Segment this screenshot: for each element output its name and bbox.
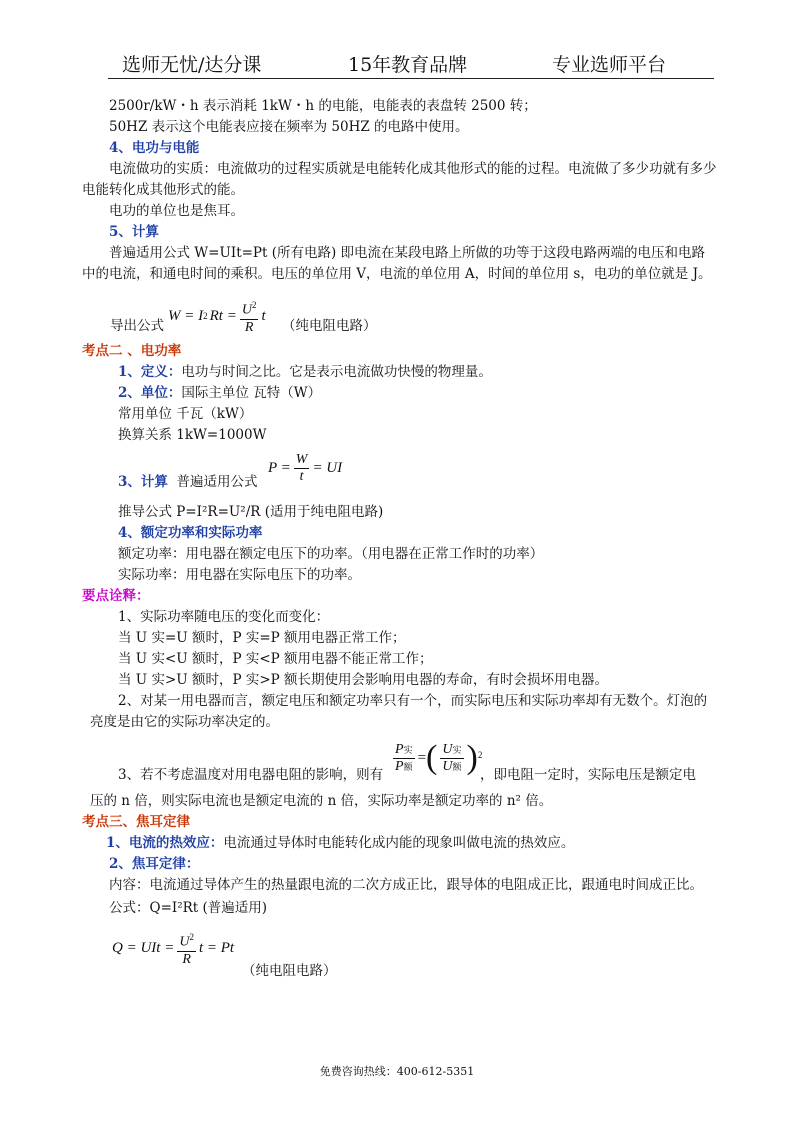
section-heading: 4、额定功率和实际功率 <box>118 525 263 541</box>
definition-line: 1、电流的热效应：电流通过导体时电能转化成内能的现象叫做电流的热效应。 <box>106 835 575 851</box>
text-line: 1、实际功率随电压的变化而变化： <box>118 609 330 625</box>
text-fragment: ，即电阻一定时，实际电压是额定电 <box>480 767 696 783</box>
header-platform: 专业选师平台 <box>552 54 667 76</box>
formula-label: 导出公式 <box>110 318 164 334</box>
power-ratio-formula: $\frac{\text{P实}}{\text{P额}}$ = ( $\frac{\text{U实}}{\text{U额}}$ ) 2 <box>395 739 483 776</box>
ratio-formula-line <box>82 733 718 791</box>
document-body <box>82 94 718 983</box>
formula-note: （纯电阻电路） <box>242 963 337 979</box>
definition-line: 1、定义：电功与时间之比。它是表示电流做功快慢的物理量。 <box>118 364 492 380</box>
paragraph: 普遍适用公式 W=UIt=Pt (所有电路) 即电流在某段电路上所做的功等于这段电路两端的电压和电路中的电流，和通电时间的乘积。电压的单位用 V，电流的单位用 A，时间的单位用 s，电功的单位就是 J。 <box>82 245 712 282</box>
text-line: 电功的单位也是焦耳。 <box>109 203 244 219</box>
power-formula: P = $\frac{W}{t}$ = UI <box>268 452 343 484</box>
key-points-heading: 要点诠释： <box>82 588 150 604</box>
text-line: 当 U 实>U 额时，P 实>P 额长期使用会影响用电器的寿命，有时会损坏用电器。 <box>118 672 609 688</box>
derived-formula-line <box>82 285 718 337</box>
page-header <box>108 48 714 79</box>
text-line: 当 U 实=U 额时，P 实=P 额用电器正常工作； <box>118 630 406 646</box>
formula-note: （纯电阻电路） <box>282 318 377 334</box>
section-heading: 2、焦耳定律： <box>109 856 200 872</box>
text-line: 2500r/kW・h 表示消耗 1kW・h 的电能，电能表的表盘转 2500 转； <box>109 98 537 114</box>
unit-line: 2、单位：国际主单位 瓦特（W） <box>118 385 322 401</box>
paragraph: 内容：电流通过导体产生的热量跟电流的二次方成正比，跟导体的电阻成正比，跟通电时间成正比。 <box>109 877 703 893</box>
joule-formula: Q = UIt = $\frac{U^2}{R}$ t = Pt <box>112 929 234 968</box>
header-brand: 选师无忧/达分课 <box>122 54 262 76</box>
formula-label: 3、计算 普遍适用公式 <box>118 474 258 490</box>
text-line: 额定功率：用电器在额定电压下的功率。（用电器在正常工作时的功率） <box>118 546 544 562</box>
text-line: 当 U 实<U 额时，P 实<P 额用电器不能正常工作； <box>118 651 433 667</box>
text-line: 换算关系 1kW=1000W <box>118 427 267 443</box>
section-heading: 5、计算 <box>109 224 159 240</box>
section-heading: 4、电功与电能 <box>109 140 200 156</box>
header-slogan: 15年教育品牌 <box>348 54 468 76</box>
text-line: 50HZ 表示这个电能表应接在频率为 50HZ 的电路中使用。 <box>109 119 469 135</box>
text-line: 压的 n 倍，则实际电流也是额定电流的 n 倍，实际功率是额定功率的 n² 倍。 <box>90 793 553 809</box>
footer-hotline: 免费咨询热线：400-612-5351 <box>319 1065 475 1078</box>
paragraph: 电流做功的实质：电流做功的过程实质就是电能转化成其他形式的能的过程。电流做了多少功就有多少电能转化成其他形式的能。 <box>82 161 717 198</box>
paragraph: 2、对某一用电器而言，额定电压和额定功率只有一个，而实际电压和实际功率却有无数个。灯泡的亮度是由它的实际功率决定的。 <box>90 693 708 730</box>
power-formula-line <box>82 446 718 498</box>
topic-heading: 考点三、焦耳定律 <box>82 814 190 830</box>
text-fragment: 3、若不考虑温度对用电器电阻的影响，则有 <box>118 767 384 783</box>
text-line: 公式：Q=I²Rt (普遍适用) <box>109 900 268 916</box>
topic-heading: 考点二 、电功率 <box>82 343 182 359</box>
work-formula: W = I 2 Rt = $\frac{U^2}{R}$ t <box>168 297 266 336</box>
text-line: 常用单位 千瓦（kW） <box>118 406 253 422</box>
text-line: 实际功率：用电器在实际电压下的功率。 <box>118 567 361 583</box>
joule-formula-line <box>82 919 718 983</box>
text-line: 推导公式 P=I²R=U²/R (适用于纯电阻电路) <box>118 504 384 520</box>
